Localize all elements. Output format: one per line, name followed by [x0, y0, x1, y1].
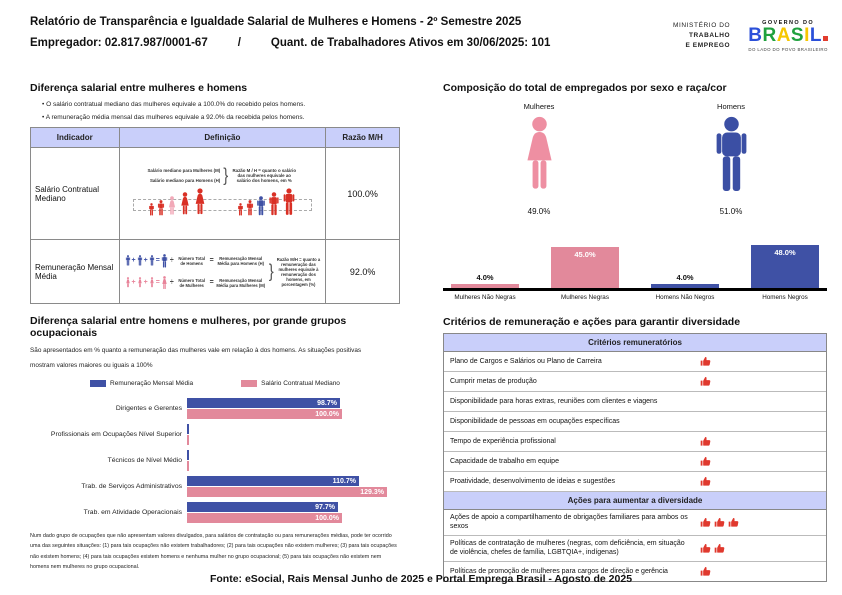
male-pictogram-icon	[246, 200, 254, 221]
legend-label: Salário Contratual Mediano	[261, 380, 340, 387]
col-header-definicao: Definição	[119, 128, 326, 148]
occupation-label: Profissionais em Ocupações Nível Superior	[50, 431, 182, 438]
mean-wage-label: Remuneração Mensal Média para Homens (H)	[217, 255, 265, 266]
criteria-label: Disponibilidade para horas extras, reuniões com clientes e viagens	[450, 397, 658, 405]
occupation-bars	[187, 476, 400, 497]
male-icon	[712, 116, 751, 199]
source-footer: Fonte: eSocial, Rais Mensal Junho de 2025 e Portal Emprega Brasil - Agosto de 2025	[209, 573, 633, 585]
thumbs-up-icon	[700, 456, 711, 467]
median-salary-bar	[187, 461, 189, 471]
criteria-label: Políticas de promoção de mulheres para cargos de direção e gerência	[450, 567, 668, 575]
female-pictogram-icon	[167, 196, 177, 221]
female-percentage: 49.0%	[527, 207, 551, 216]
occupation-bars	[187, 398, 400, 419]
people-pictogram	[123, 191, 323, 221]
race-category-label: Mulheres Não Negras	[454, 294, 516, 301]
race-bar	[451, 284, 519, 288]
ministry-line1: MINISTÉRIO DO	[672, 21, 731, 29]
occupation-row	[30, 450, 400, 471]
bar-value-label: 100.0%	[315, 514, 339, 522]
table-row	[31, 148, 400, 240]
bar-value-label: 48.0%	[774, 248, 796, 257]
criteria-row	[444, 412, 826, 432]
composition-title: Composição do total de empregados por sexo e raça/cor	[443, 82, 727, 94]
criteria-title: Critérios de remuneração e ações para garantir diversidade	[443, 316, 741, 328]
criteria-icons	[700, 436, 711, 447]
criteria-table	[443, 333, 827, 582]
logo-letter: A	[776, 25, 791, 46]
median-salary-men-label: Salário mediano para Homens (H)	[149, 177, 221, 183]
occupation-label: Trab. em Atividade Operacionais	[83, 509, 182, 516]
race-bars	[443, 236, 827, 291]
criteria-label: Tempo de experiência profissional	[450, 437, 556, 445]
people-group-right	[237, 188, 296, 221]
criteria-row	[444, 352, 826, 372]
criteria-icons	[700, 517, 739, 528]
female-pictogram-icon	[193, 188, 207, 221]
person-sum-icons: + + =	[125, 254, 168, 268]
occupation-label: Técnicos de Nível Médio	[107, 457, 182, 464]
criteria-label: Cumprir metas de produção	[450, 377, 537, 385]
bullet-item: • A remuneração média mensal das mulheres equivale a 92.0% da recebida pelos homens.	[42, 114, 400, 121]
legend-item	[241, 380, 340, 387]
race-bar	[751, 245, 819, 288]
indicator-table	[30, 127, 400, 304]
occupation-bars	[187, 450, 400, 471]
divide-sign: ÷	[169, 257, 174, 264]
bar-value-label: 100.0%	[315, 410, 339, 418]
thumbs-up-icon	[714, 517, 725, 528]
people-group-left	[148, 188, 207, 221]
male-label: Homens	[717, 102, 745, 111]
total-count-label: Número Total de Mulheres	[178, 277, 206, 288]
criteria-label: Políticas de contratação de mulheres (negras, com deficiência, em situação de violência, chefes de família, LGBTQIA+, indígenas)	[450, 539, 685, 557]
criteria-icons	[700, 543, 725, 554]
female-pictogram-icon	[179, 192, 191, 221]
criteria-icons	[700, 376, 711, 387]
criteria-row	[444, 536, 826, 562]
median-salary-bar	[187, 513, 342, 523]
criteria-row	[444, 372, 826, 392]
chart-legend	[30, 380, 400, 387]
criteria-label: Capacidade de trabalho em equipe	[450, 457, 559, 465]
occupational-bar-chart	[30, 398, 400, 523]
indicator-name: Salário Contratual Mediano	[31, 148, 120, 240]
occupation-row	[30, 424, 400, 445]
definition-diagram	[119, 240, 326, 304]
occupation-row	[30, 476, 400, 497]
occupation-bars	[187, 502, 400, 523]
chart-footnote: Num dado grupo de ocupações que não apresentam valores divulgados, para salários de contratação ou para remunerações médias, pode ter ocorrido uma das seguintes situações: (1) para tais ocupações não existem trabalhadores; (2) para tais ocupações não existem mulheres; (3) para tais ocupações não existem homens; (4) para tais ocupações existem homens e nenhuma mulher no grupo ocupacional; (5) para tais ocupações não existem nem homens nem mulheres no grupo ocupacional.	[30, 533, 397, 570]
logo-letter: L	[809, 25, 822, 46]
thumbs-up-icon	[714, 543, 725, 554]
criteria-row	[444, 392, 826, 412]
thumbs-up-icon	[700, 436, 711, 447]
criteria-icons	[700, 476, 711, 487]
brace-glyph: }	[223, 164, 229, 186]
bar-value-label: 4.0%	[476, 273, 494, 282]
occupation-row	[30, 502, 400, 523]
ratio-value: 100.0%	[326, 148, 400, 240]
criteria-label: Ações de apoio a compartilhamento de obrigações familiares para ambos os sexos	[450, 514, 688, 531]
criteria-label: Proatividade, desenvolvimento de ideias e sugestões	[450, 477, 615, 485]
criteria-icons	[700, 456, 711, 467]
logo-letter: S	[790, 25, 805, 46]
male-pictogram-icon	[256, 196, 266, 221]
mean-wage-bar	[187, 476, 359, 486]
male-figure-block	[712, 102, 751, 216]
male-pictogram-icon	[237, 203, 244, 221]
female-figure-block	[520, 102, 559, 216]
occupational-subtitle-1: São apresentados em % quanto a remuneração das mulheres vale em relação à dos homens. As situações positivas	[30, 347, 362, 354]
thumbs-up-icon	[700, 517, 711, 528]
thumbs-up-icon	[700, 543, 711, 554]
race-bar-cell	[551, 247, 619, 288]
race-category-label: Mulheres Negras	[561, 294, 609, 301]
mean-wage-label: Remuneração Mensal Média para Mulheres (M)	[216, 277, 266, 288]
logos	[673, 20, 828, 52]
criteria-group-header: Ações para aumentar a diversidade	[444, 492, 826, 510]
legend-swatch-blue	[90, 380, 106, 387]
salary-gap-bullets	[42, 101, 400, 121]
bar-value-label: 45.0%	[574, 250, 596, 259]
criteria-section	[443, 316, 827, 582]
legend-label: Remuneração Mensal Média	[110, 380, 194, 387]
men-mean-equation	[125, 254, 266, 268]
person-sum-icons: + + =	[125, 276, 168, 290]
occupational-section	[30, 315, 400, 572]
women-mean-equation	[125, 276, 266, 290]
active-workers: Quant. de Trabalhadores Ativos em 30/06/2025: 101	[270, 37, 551, 49]
indicator-name: Remuneração Mensal Média	[31, 240, 120, 304]
logo-letter: I	[804, 25, 810, 46]
ratio-definition-note: Razão M/H = quanto a remuneração das mulheres equivale à remuneração dos homens, em porcentagem (%)	[276, 256, 321, 287]
bar-value-label: 129.3%	[360, 488, 384, 496]
definition-diagram	[119, 148, 326, 240]
criteria-row	[444, 472, 826, 492]
left-column	[30, 82, 400, 572]
equals-sign: =	[209, 279, 214, 286]
race-bar-cell	[451, 273, 519, 288]
brasil-wordmark	[748, 26, 828, 45]
criteria-group-header: Critérios remuneratórios	[444, 334, 826, 352]
mean-wage-bar	[187, 502, 338, 512]
median-salary-bar	[187, 409, 342, 419]
thumbs-up-icon	[700, 376, 711, 387]
col-header-indicador: Indicador	[31, 128, 120, 148]
mean-wage-bar	[187, 450, 189, 460]
thumbs-up-icon	[728, 517, 739, 528]
male-pictogram-icon	[157, 200, 165, 221]
median-salary-women-label: Salário mediano para Mulheres (M)	[147, 167, 221, 173]
median-salary-bar	[187, 435, 189, 445]
race-bar-cell	[751, 245, 819, 288]
page-title: Relatório de Transparência e Igualdade Salarial de Mulheres e Homens - 2º Semestre 2025	[30, 16, 522, 28]
legend-item	[90, 380, 193, 387]
male-pictogram-icon	[268, 192, 280, 221]
gov-logo-top: GOVERNO DO	[762, 20, 815, 26]
separator: /	[237, 37, 241, 49]
occupational-subtitle-2: mostram valores maiores ou iguais a 100%	[30, 362, 153, 369]
ministry-logo	[673, 21, 730, 51]
table-row	[31, 240, 400, 304]
col-header-razao: Razão M/H	[326, 128, 400, 148]
gov-logo-tagline: DO LADO DO POVO BRASILEIRO	[748, 47, 828, 52]
logo-letter: R	[762, 25, 777, 46]
race-category-labels	[443, 294, 827, 301]
race-bar	[651, 284, 719, 288]
logo-accent	[823, 36, 828, 41]
divide-sign: ÷	[169, 279, 174, 286]
ratio-value: 92.0%	[326, 240, 400, 304]
thumbs-up-icon	[700, 356, 711, 367]
total-count-label: Número Total de Homens	[178, 255, 206, 266]
mean-wage-bar	[187, 398, 340, 408]
occupation-label: Dirigentes e Gerentes	[115, 405, 182, 412]
logo-letter: B	[748, 25, 763, 46]
ratio-definition-note: Razão M / H = quanto o salário das mulheres equivale ao salário dos homens, em %	[232, 167, 297, 183]
criteria-label: Disponibilidade de pessoas em ocupações específicas	[450, 417, 620, 425]
sex-composition-figures	[443, 102, 827, 216]
bar-value-label: 97.7%	[315, 503, 335, 511]
employer-id: Empregador: 02.817.987/0001-67	[30, 37, 208, 49]
race-bar-cell	[651, 273, 719, 288]
occupation-bars	[187, 424, 400, 445]
race-bar	[551, 247, 619, 288]
male-percentage: 51.0%	[719, 207, 743, 216]
criteria-row	[444, 432, 826, 452]
report-header	[30, 16, 550, 49]
female-icon	[520, 116, 559, 199]
race-category-label: Homens Negros	[762, 294, 808, 301]
thumbs-up-icon	[700, 476, 711, 487]
male-pictogram-icon	[282, 188, 296, 221]
criteria-icons	[700, 356, 711, 367]
occupation-row	[30, 398, 400, 419]
right-column	[443, 82, 827, 582]
criteria-row	[444, 510, 826, 536]
employer-line	[30, 37, 550, 49]
brace-glyph: }	[268, 260, 274, 283]
male-pictogram-icon	[148, 203, 155, 221]
legend-swatch-pink	[241, 380, 257, 387]
race-category-label: Homens Não Negros	[655, 294, 715, 301]
bar-value-label: 98.7%	[317, 399, 337, 407]
salary-gap-title: Diferença salarial entre mulheres e homens	[30, 82, 248, 94]
mean-wage-bar	[187, 424, 189, 434]
female-label: Mulheres	[523, 102, 555, 111]
bar-value-label: 110.7%	[332, 477, 356, 485]
ministry-line3: E EMPREGO	[685, 42, 731, 50]
government-logo	[748, 20, 828, 52]
criteria-row	[444, 452, 826, 472]
occupation-label: Trab. de Serviços Administrativos	[81, 483, 182, 490]
equals-sign: =	[209, 257, 214, 264]
occupational-title: Diferença salarial entre homens e mulheres, por grande grupos ocupacionais	[30, 315, 347, 339]
bar-value-label: 4.0%	[676, 273, 694, 282]
criteria-label: Plano de Cargos e Salários ou Plano de Carreira	[450, 357, 602, 365]
ministry-line2: TRABALHO	[688, 31, 731, 39]
race-composition-chart	[443, 236, 827, 301]
median-salary-bar	[187, 487, 387, 497]
bullet-item: • O salário contratual mediano das mulheres equivale a 100.0% do recebido pelos homens.	[42, 101, 400, 108]
